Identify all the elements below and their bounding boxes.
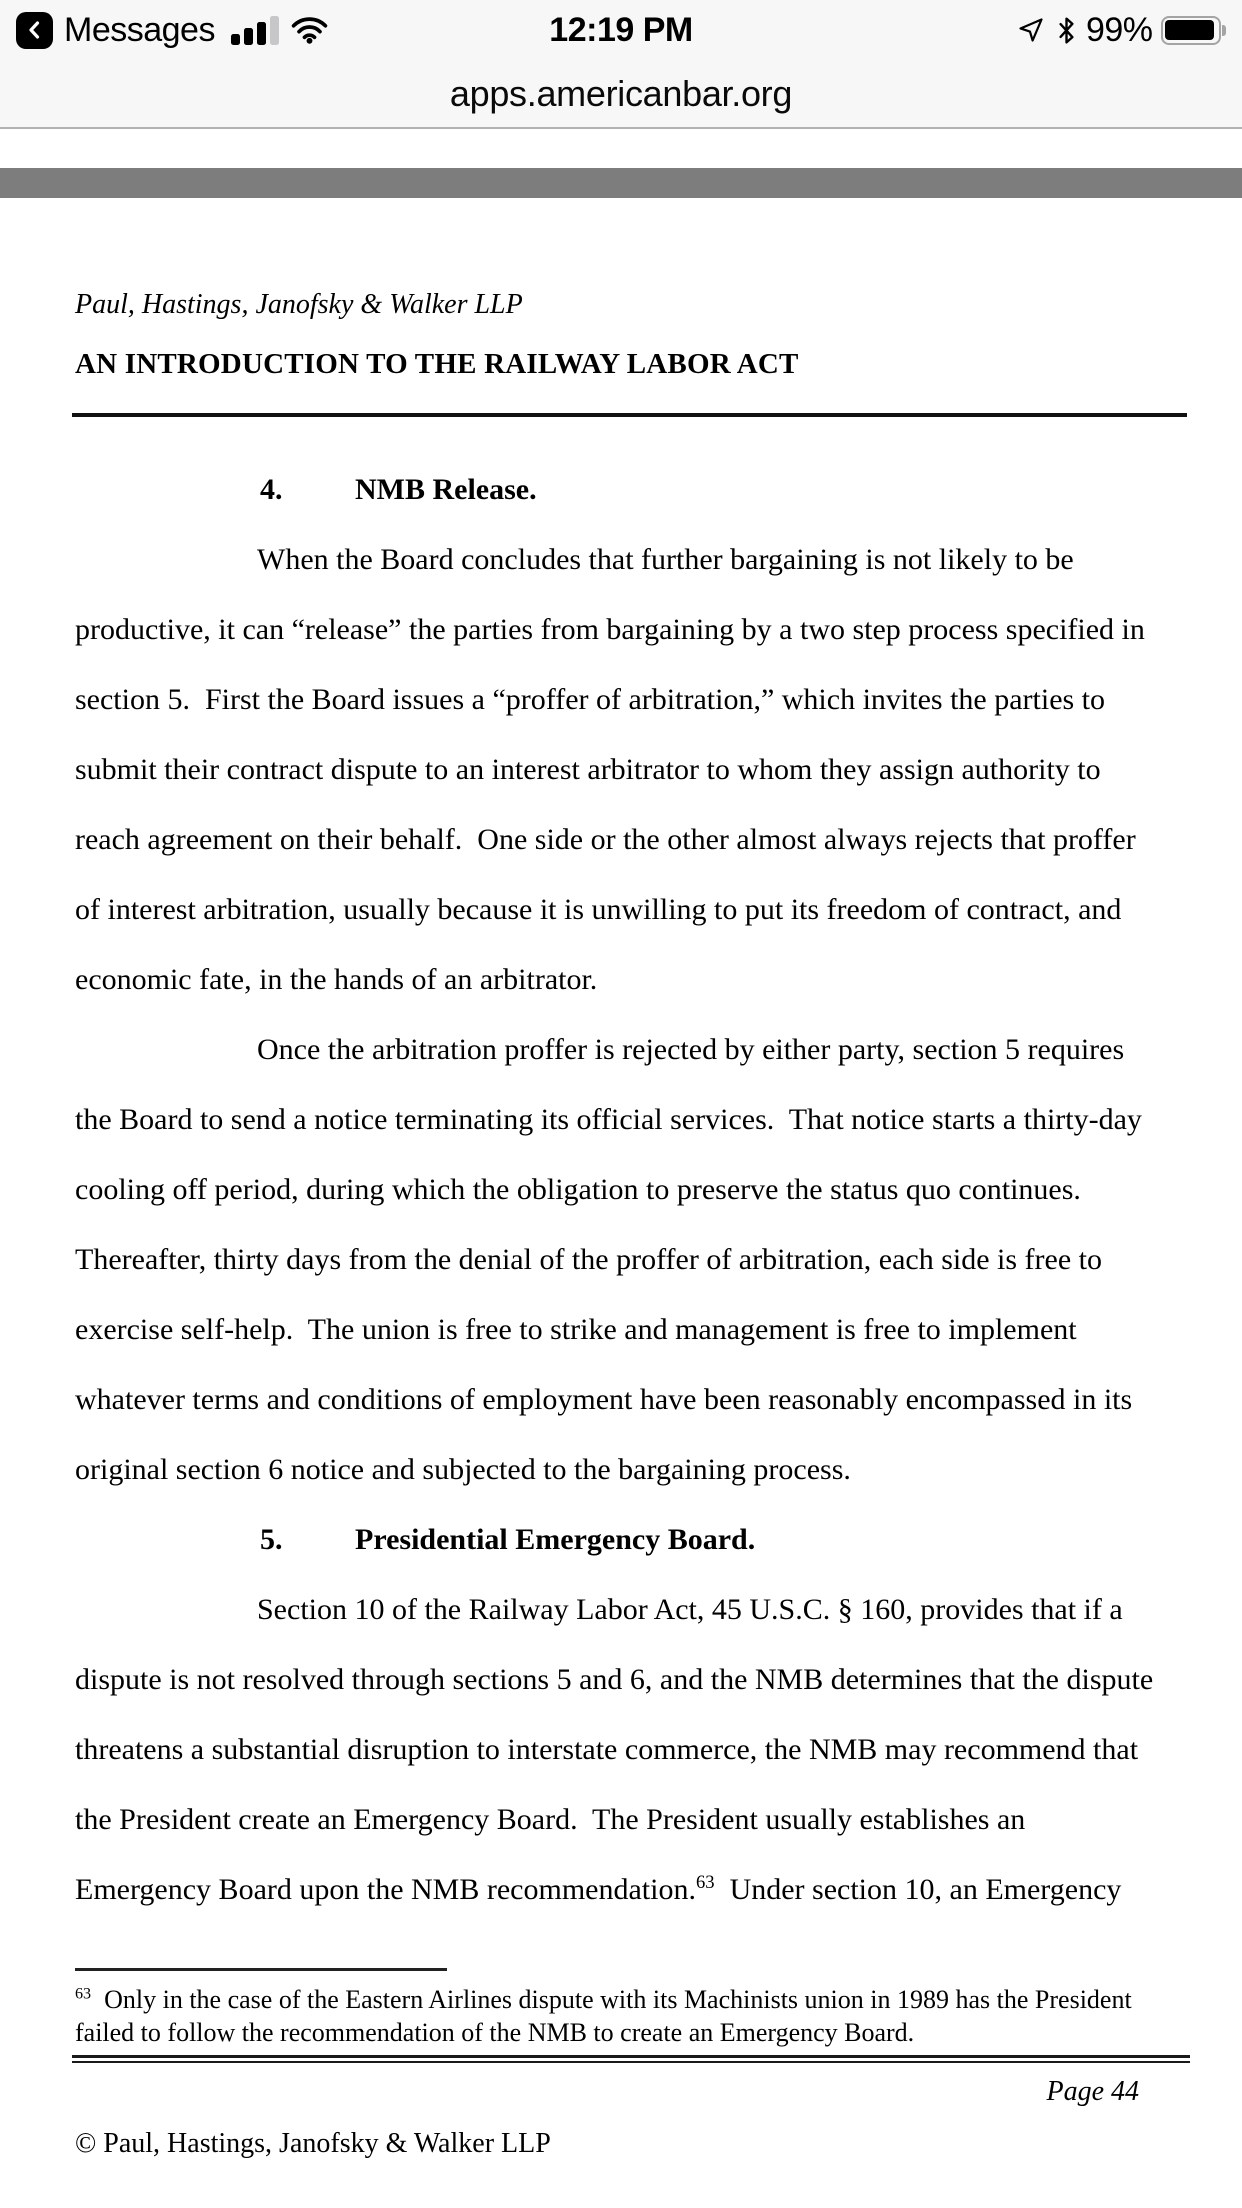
text-line: Emergency Board upon the NMB recommendation.$^{63}$ Under section 10, an Emergency bbox=[75, 1872, 1122, 1906]
document-title: AN INTRODUCTION TO THE RAILWAY LABOR ACT bbox=[75, 348, 799, 380]
page-bottom-rule bbox=[72, 2055, 1190, 2063]
wifi-icon bbox=[291, 16, 328, 44]
battery-icon bbox=[1161, 16, 1227, 45]
footnote-ref: 63 bbox=[695, 1872, 715, 1893]
footnote-line: failed to follow the recommendation of the NMB to create an Emergency Board. bbox=[75, 2018, 915, 2047]
browser-header bbox=[0, 0, 1242, 129]
bluetooth-icon bbox=[1057, 16, 1076, 45]
url-text[interactable]: apps.americanbar.org bbox=[449, 72, 793, 114]
text-line: the President create an Emergency Board. The President usually establishes an bbox=[75, 1803, 1026, 1836]
footnote-ref: 63 bbox=[75, 1985, 92, 2003]
back-app-label[interactable]: Messages bbox=[64, 10, 215, 49]
url-bar[interactable] bbox=[0, 60, 1242, 127]
text-line: Thereafter, thirty days from the denial of the proffer of arbitration, each side is free to bbox=[75, 1243, 1102, 1276]
text-line: threatens a substantial disruption to interstate commerce, the NMB may recommend that bbox=[75, 1733, 1139, 1766]
text-line: reach agreement on their behalf. One side or the other almost always rejects that proffer bbox=[75, 823, 1136, 856]
back-chevron-icon[interactable] bbox=[16, 12, 53, 49]
back-to-app-button[interactable] bbox=[16, 11, 328, 50]
copyright-line: © Paul, Hastings, Janofsky & Walker LLP bbox=[75, 2128, 551, 2159]
text-line: submit their contract dispute to an interest arbitrator to whom they assign authority to bbox=[75, 753, 1101, 786]
firm-name-line: Paul, Hastings, Janofsky & Walker LLP bbox=[75, 289, 523, 320]
text-line: the Board to send a notice terminating its official services. That notice starts a thirty-day bbox=[75, 1103, 1142, 1136]
text-line: exercise self-help. The union is free to strike and management is free to implement bbox=[75, 1313, 1077, 1346]
pdf-page-divider bbox=[0, 168, 1242, 198]
text-line: section 5. First the Board issues a “proffer of arbitration,” which invites the parties to bbox=[75, 683, 1106, 716]
text-line: Section 10 of the Railway Labor Act, 45 U.S.C. § 160, provides that if a bbox=[257, 1593, 1123, 1626]
text-line: of interest arbitration, usually because it is unwilling to put its freedom of contract, and bbox=[75, 893, 1122, 926]
body-text bbox=[75, 455, 1187, 1925]
section-number: 5. bbox=[260, 1523, 283, 1556]
footnote-text bbox=[75, 1983, 1187, 2049]
footnote-separator bbox=[75, 1968, 447, 1971]
text-line: cooling off period, during which the obligation to preserve the status quo continues. bbox=[75, 1173, 1081, 1206]
cellular-signal-icon bbox=[231, 15, 279, 45]
status-bar bbox=[0, 0, 1242, 60]
location-arrow-icon bbox=[1017, 16, 1045, 44]
text-line: When the Board concludes that further bargaining is not likely to be bbox=[257, 543, 1074, 576]
pdf-document bbox=[0, 288, 1242, 2161]
text-line: original section 6 notice and subjected to the bargaining process. bbox=[75, 1453, 851, 1486]
section-title: Presidential Emergency Board. bbox=[355, 1523, 756, 1556]
text-line: dispute is not resolved through sections 5 and 6, and the NMB determines that the dispute bbox=[75, 1663, 1154, 1696]
text-line: productive, it can “release” the parties from bargaining by a two step process specified in bbox=[75, 613, 1145, 646]
status-right-cluster bbox=[1005, 11, 1226, 50]
footnote-line: $^{63}$ Only in the case of the Eastern Airlines dispute with its Machinists union in 1989 has the President bbox=[75, 1985, 1132, 2014]
section-heading bbox=[75, 455, 1187, 525]
battery-percent-label: 99% bbox=[1085, 10, 1153, 49]
status-time: 12:19 PM bbox=[549, 10, 693, 49]
text-line: economic fate, in the hands of an arbitrator. bbox=[75, 963, 598, 996]
section-heading bbox=[75, 1505, 1187, 1575]
title-rule bbox=[72, 413, 1187, 417]
text-line: whatever terms and conditions of employment have been reasonably encompassed in its bbox=[75, 1383, 1133, 1416]
page-top-gap bbox=[0, 129, 1242, 168]
text-line: Once the arbitration proffer is rejected by either party, section 5 requires bbox=[257, 1033, 1125, 1066]
page-number: Page 44 bbox=[1046, 2076, 1139, 2107]
section-title: NMB Release. bbox=[355, 473, 537, 506]
section-number: 4. bbox=[260, 473, 283, 506]
